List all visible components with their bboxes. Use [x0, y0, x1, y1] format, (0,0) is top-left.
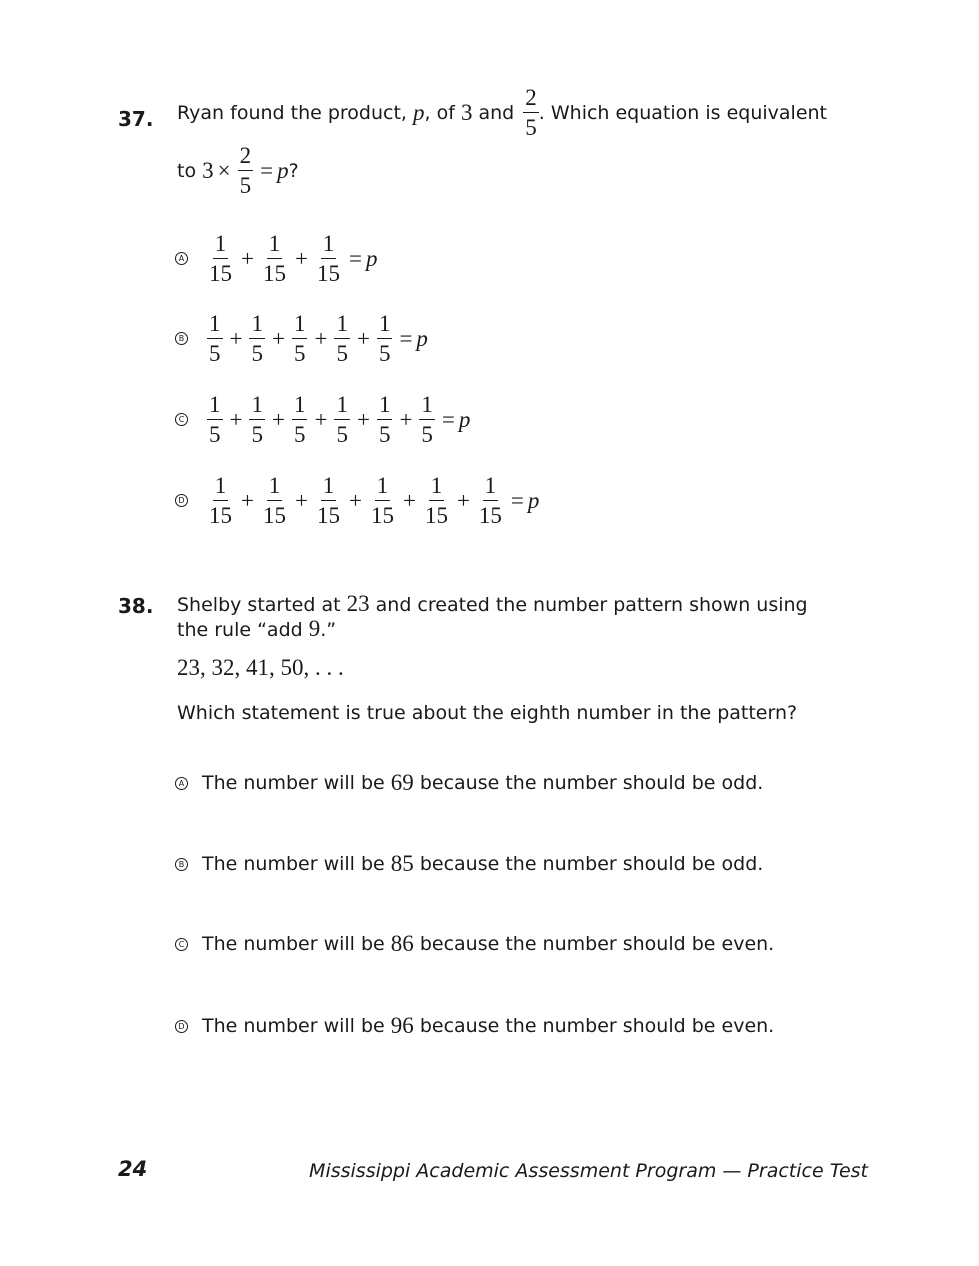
number-pattern: 23, 32, 41, 50, . . . — [177, 655, 344, 680]
fraction-denominator: 15 — [209, 503, 232, 528]
fraction-denominator: 15 — [209, 261, 232, 286]
times-sign: × — [217, 157, 231, 183]
equals-sign: = — [348, 245, 362, 271]
choice-a[interactable] — [175, 232, 377, 285]
question-38-number: 38. — [118, 594, 154, 618]
fraction-denominator: 5 — [239, 173, 252, 198]
fraction-numerator: 1 — [213, 232, 229, 259]
equals-sign: = — [441, 406, 455, 432]
stem-line2 — [177, 617, 808, 642]
choice-text: The number will be — [202, 772, 391, 794]
fraction — [292, 393, 308, 446]
fraction-numerator: 2 — [238, 144, 254, 171]
choice-value: 96 — [390, 1013, 414, 1038]
plus-sign: + — [294, 245, 308, 271]
choice-d[interactable] — [175, 474, 539, 527]
plus-sign: + — [456, 487, 470, 513]
fraction — [207, 393, 223, 446]
fraction-numerator: 1 — [213, 474, 229, 501]
fraction-numerator: 1 — [321, 474, 337, 501]
choice-text: because the number should be odd. — [413, 853, 764, 875]
fraction-denominator: 5 — [293, 422, 306, 447]
rule-number: 9 — [308, 616, 321, 641]
fraction — [369, 474, 396, 527]
fraction-denominator: 5 — [336, 341, 348, 366]
choice-text: The number will be — [202, 933, 391, 955]
variable-p: p — [527, 487, 540, 513]
question-37-stem-line2 — [177, 144, 299, 197]
fraction-numerator: 1 — [207, 312, 223, 339]
equals-sign: = — [399, 325, 413, 351]
answer-bubble-c[interactable]: C — [175, 938, 188, 951]
answer-bubble-b[interactable]: B — [175, 332, 188, 345]
stem-text: the rule “add — [177, 619, 309, 641]
fraction-denominator: 15 — [262, 261, 286, 286]
fraction-denominator: 5 — [378, 341, 391, 366]
question-37-number: 37. — [118, 107, 154, 131]
fraction — [477, 474, 504, 527]
fraction — [207, 312, 223, 365]
fraction — [249, 312, 265, 365]
choice-b[interactable] — [175, 312, 428, 365]
fraction-numerator: 1 — [419, 393, 435, 420]
page-number: 24 — [118, 1157, 148, 1181]
fraction-denominator: 5 — [421, 422, 433, 447]
fraction-denominator: 5 — [251, 422, 263, 447]
fraction-numerator: 1 — [375, 474, 391, 501]
fraction-denominator: 5 — [293, 341, 306, 366]
question-mark: ? — [288, 159, 299, 182]
fraction-numerator: 1 — [292, 393, 308, 420]
stem-text: and — [472, 101, 521, 124]
fraction-numerator: 1 — [334, 312, 350, 339]
variable-p: p — [365, 245, 378, 271]
fraction — [292, 312, 308, 365]
fraction-numerator: 2 — [523, 86, 539, 113]
choice-text: because the number should be odd. — [413, 772, 764, 794]
variable-p: p — [277, 157, 289, 183]
fraction-two-fifths — [238, 144, 254, 197]
footer-title: Mississippi Academic Assessment Program — Practice Test — [309, 1160, 868, 1182]
fraction-denominator: 15 — [262, 503, 286, 528]
fraction-numerator: 1 — [334, 393, 350, 420]
answer-bubble-a[interactable]: A — [175, 777, 188, 790]
answer-bubble-b[interactable]: B — [175, 858, 188, 871]
answer-bubble-d[interactable]: D — [175, 1020, 188, 1033]
choice-c[interactable] — [175, 393, 470, 446]
stem-text: , of — [424, 101, 461, 124]
number-three: 3 — [202, 157, 214, 183]
fraction — [377, 393, 393, 446]
plus-sign: + — [271, 406, 285, 432]
stem-text: Ryan found the product, — [177, 101, 414, 124]
plus-sign: + — [271, 325, 285, 351]
plus-sign: + — [356, 406, 370, 432]
fraction-numerator: 1 — [377, 312, 393, 339]
fraction-two-fifths — [523, 86, 539, 139]
plus-sign: + — [294, 487, 308, 513]
fraction-numerator: 1 — [249, 312, 265, 339]
stem-text: . Which equation is equivalent — [538, 101, 828, 124]
fraction-denominator: 5 — [336, 422, 348, 447]
fraction-denominator: 15 — [424, 503, 448, 528]
plus-sign: + — [241, 487, 254, 513]
fraction-numerator: 1 — [377, 393, 393, 420]
choice-text: The number will be — [202, 1015, 391, 1037]
fraction-numerator: 1 — [207, 393, 223, 420]
fraction — [207, 232, 234, 285]
fraction — [377, 312, 393, 365]
plus-sign: + — [399, 406, 413, 432]
choice-d[interactable] — [175, 1013, 774, 1039]
stem-text: to — [177, 159, 203, 182]
fraction-numerator: 1 — [292, 312, 308, 339]
plus-sign: + — [229, 406, 243, 432]
fraction — [249, 393, 265, 446]
choice-c[interactable] — [175, 931, 774, 957]
start-number: 23 — [346, 591, 370, 616]
fraction-numerator: 1 — [249, 393, 265, 420]
stem-text: Shelby started at — [177, 594, 347, 616]
question-38-prompt: Which statement is true about the eighth number in the pattern? — [177, 702, 798, 724]
plus-sign: + — [348, 487, 362, 513]
fraction-numerator: 1 — [483, 474, 499, 501]
plus-sign: + — [314, 406, 328, 432]
choice-text: because the number should be even. — [413, 933, 775, 955]
plus-sign: + — [229, 325, 243, 351]
fraction — [261, 474, 288, 527]
fraction-numerator: 1 — [267, 474, 283, 501]
answer-bubble-d[interactable]: D — [175, 494, 188, 507]
question-37-stem-line1 — [177, 86, 827, 139]
fraction — [334, 393, 350, 446]
fraction-denominator: 5 — [209, 341, 221, 366]
fraction-denominator: 15 — [478, 503, 502, 528]
choice-value: 86 — [390, 931, 414, 956]
fraction-denominator: 5 — [209, 422, 221, 447]
question-38-stem — [177, 592, 808, 642]
answer-bubble-a[interactable]: A — [175, 252, 188, 265]
fraction-numerator: 1 — [267, 232, 283, 259]
plus-sign: + — [241, 245, 254, 271]
equals-sign: = — [260, 157, 274, 183]
fraction-numerator: 1 — [321, 232, 337, 259]
choice-value: 69 — [390, 770, 414, 795]
fraction-denominator: 5 — [525, 115, 537, 140]
stem-text: .” — [320, 619, 337, 641]
fraction-denominator: 15 — [316, 503, 340, 528]
fraction — [261, 232, 288, 285]
choice-text: The number will be — [202, 853, 391, 875]
fraction-numerator: 1 — [429, 474, 445, 501]
plus-sign: + — [314, 325, 328, 351]
stem-text: and created the number pattern shown using — [369, 594, 808, 616]
stem-line1 — [177, 592, 808, 617]
fraction-denominator: 15 — [316, 261, 340, 286]
variable-p: p — [458, 406, 471, 432]
choice-text: because the number should be even. — [413, 1015, 775, 1037]
plus-sign: + — [356, 325, 370, 351]
choice-b[interactable] — [175, 851, 763, 877]
fraction — [334, 312, 350, 365]
variable-p: p — [416, 325, 428, 351]
choice-value: 85 — [390, 851, 414, 876]
fraction — [315, 474, 342, 527]
equals-sign: = — [510, 487, 524, 513]
fraction — [315, 232, 342, 285]
fraction-denominator: 5 — [251, 341, 263, 366]
choice-a[interactable] — [175, 770, 763, 796]
variable-p: p — [413, 99, 425, 125]
fraction — [419, 393, 435, 446]
plus-sign: + — [402, 487, 416, 513]
fraction — [423, 474, 450, 527]
fraction-denominator: 5 — [378, 422, 391, 447]
fraction-denominator: 15 — [370, 503, 394, 528]
number-three: 3 — [460, 99, 473, 125]
fraction — [207, 474, 234, 527]
answer-bubble-c[interactable]: C — [175, 413, 188, 426]
